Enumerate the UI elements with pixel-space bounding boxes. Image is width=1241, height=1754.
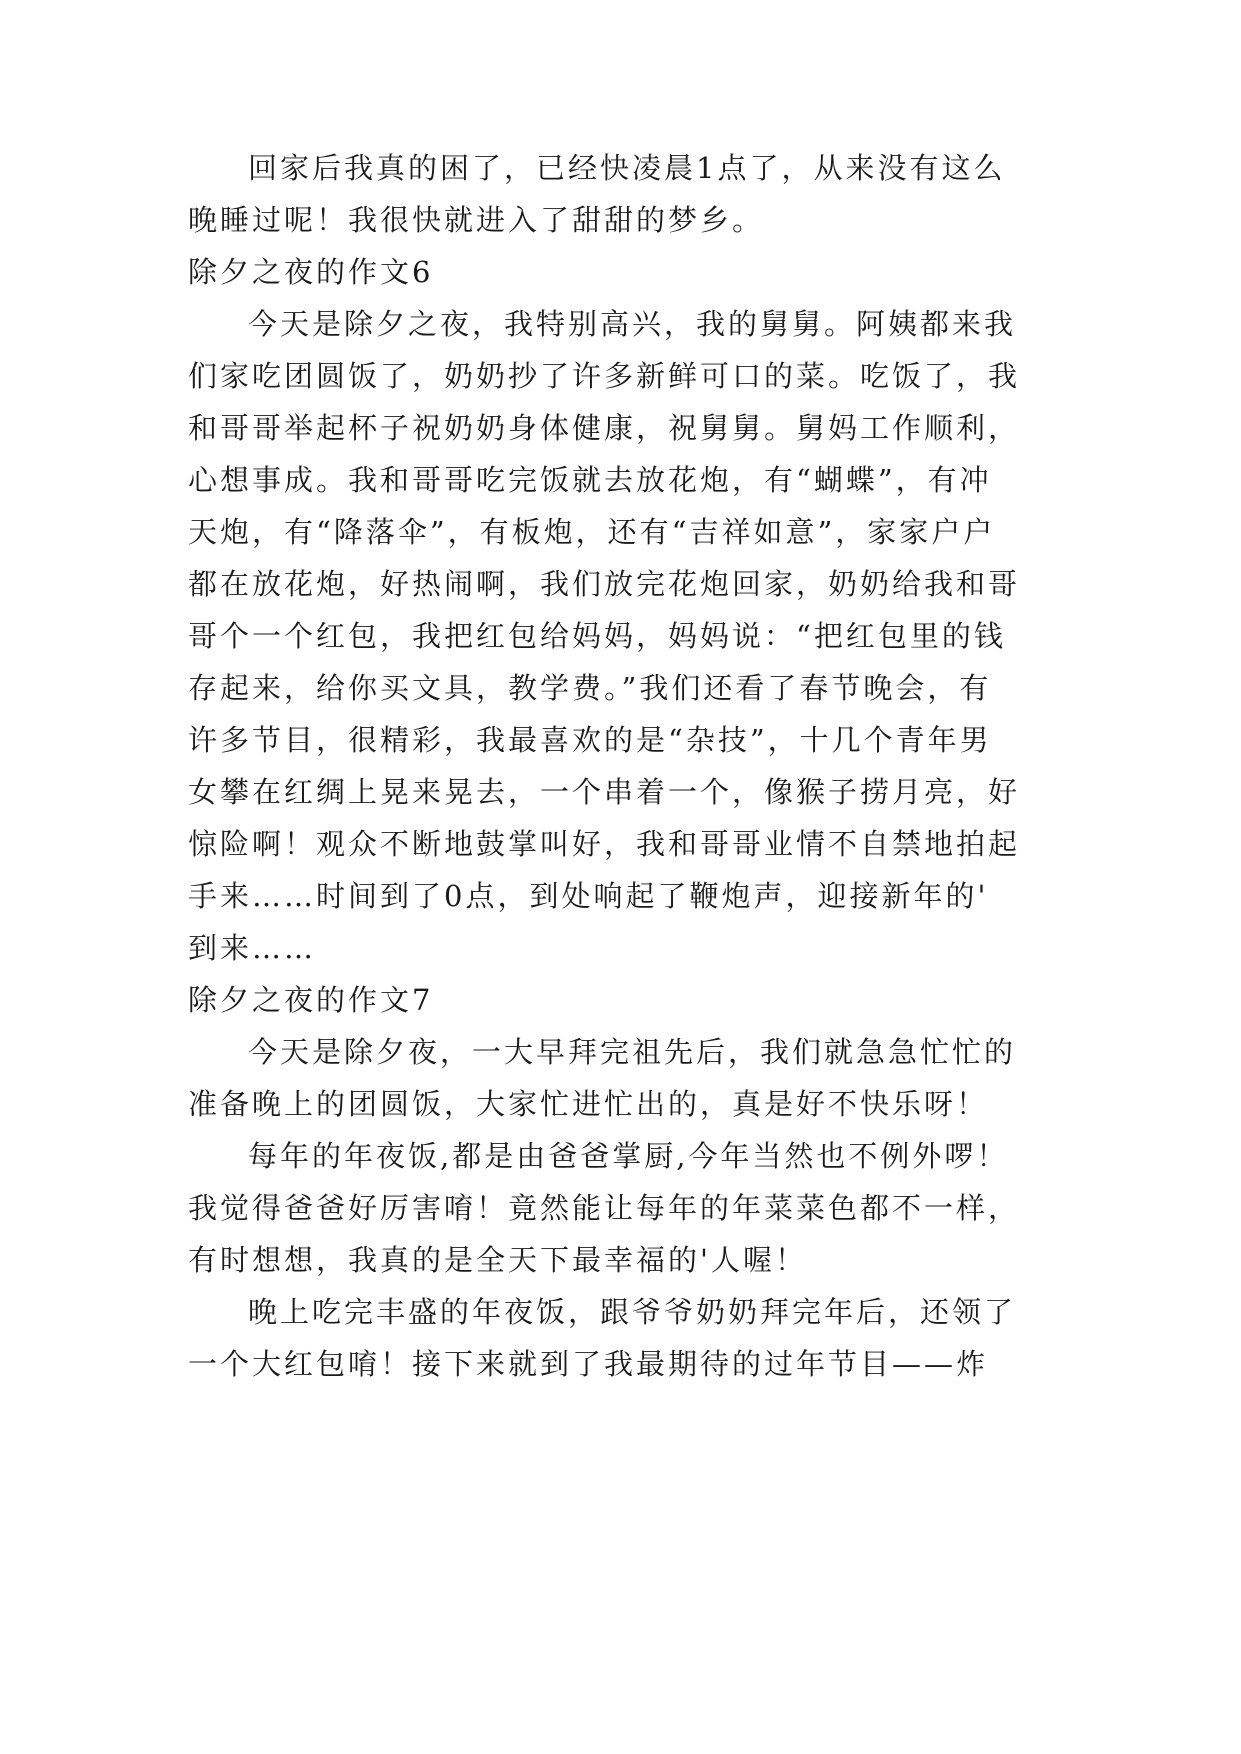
paragraph-line: 晚睡过呢！我很快就进入了甜甜的梦乡。 — [188, 203, 765, 237]
paragraph-line: 准备晚上的团圆饭，大家忙进忙出的，真是好不快乐呀！ — [188, 1087, 989, 1121]
paragraph-line: 存起来，给你买文具，教学费。”我们还看了春节晚会，有 — [188, 671, 992, 705]
paragraph-line: 女攀在红绸上晃来晃去，一个串着一个，像猴子捞月亮，好 — [188, 775, 1021, 809]
paragraph-line: 今天是除夕之夜，我特别高兴，我的舅舅。阿姨都来我 — [248, 307, 1017, 341]
paragraph-line: 哥个一个红包，我把红包给妈妈，妈妈说：“把红包里的钱 — [188, 619, 1006, 653]
section-heading: 除夕之夜的作文7 — [188, 983, 434, 1017]
paragraph-line: 到来…… — [188, 931, 317, 965]
paragraph-line: 晚上吃完丰盛的年夜饭，跟爷爷奶奶拜完年后，还领了 — [248, 1295, 1017, 1329]
paragraph-line: 都在放花炮，好热闹啊，我们放完花炮回家，奶奶给我和哥 — [188, 567, 1021, 601]
paragraph-line: 有时想想，我真的是全天下最幸福的'人喔！ — [188, 1243, 807, 1277]
paragraph-line: 心想事成。我和哥哥吃完饭就去放花炮，有“蝴蝶”，有冲 — [188, 463, 992, 497]
paragraph-line: 回家后我真的困了，已经快凌晨1点了，从来没有这么 — [248, 151, 1006, 185]
paragraph-line: 一个大红包唷！接下来就到了我最期待的过年节目——炸 — [188, 1347, 989, 1381]
paragraph-line: 我觉得爸爸好厉害唷！竟然能让每年的年菜菜色都不一样， — [188, 1191, 1021, 1225]
section-heading: 除夕之夜的作文6 — [188, 255, 434, 289]
paragraph-line: 们家吃团圆饭了，奶奶抄了许多新鲜可口的菜。吃饭了，我 — [188, 359, 1021, 393]
paragraph-line: 许多节目，很精彩，我最喜欢的是“杂技”，十几个青年男 — [188, 723, 992, 757]
paragraph-line: 手来……时间到了0点，到处响起了鞭炮声，迎接新年的' — [188, 879, 989, 913]
paragraph-line: 每年的年夜饭,都是由爸爸掌厨,今年当然也不例外啰！ — [248, 1139, 1009, 1173]
paragraph-line: 天炮，有“降落伞”，有板炮，还有“吉祥如意”，家家户户 — [188, 515, 996, 549]
paragraph-line: 今天是除夕夜，一大早拜完祖先后，我们就急急忙忙的 — [248, 1035, 1017, 1069]
paragraph-line: 和哥哥举起杯子祝奶奶身体健康，祝舅舅。舅妈工作顺利， — [188, 411, 1021, 445]
paragraph-line: 惊险啊！观众不断地鼓掌叫好，我和哥哥业情不自禁地拍起 — [188, 827, 1021, 861]
